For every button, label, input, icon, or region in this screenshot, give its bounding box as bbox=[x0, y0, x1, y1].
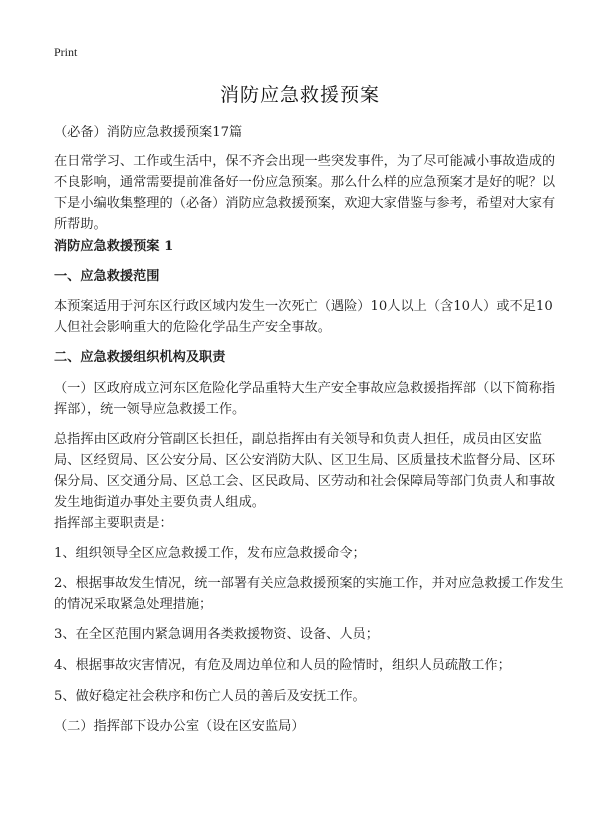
document-title: 消防应急救援预案 bbox=[219, 84, 380, 106]
organization-heading: 二、应急救援组织机构及职责 bbox=[54, 350, 226, 365]
scope-heading: 一、应急救援范围 bbox=[54, 269, 160, 284]
print-label[interactable]: Print bbox=[54, 45, 78, 59]
organization-paragraph-2: 总指挥由区政府分管副区长担任，副总指挥由有关领导和负责人担任，成员由区安监局、区经贸局、区公安分局、区公安消防大队、区卫生局、区质量技术监督分局、区环保分局、区交通分局、区总工会、区民政局、区劳动和社会保障局等部门负责人和事故发生地街道办事处主要负责人组成。 bbox=[54, 432, 556, 510]
intro-paragraph: 在日常学习、工作或生活中，保不齐会出现一些突发事件，为了尽可能减小事故造成的不良影响，通常需要提前准备好一份应急预案。那么什么样的应急预案才是好的呢？以下是小编收集整理的（必备）消防应急救援预案，欢迎大家借鉴与参考，希望对大家有所帮助。 bbox=[54, 154, 556, 232]
plan-heading: 消防应急救援预案 1 bbox=[54, 239, 174, 254]
duty-item-3: 3、在全区范围内紧急调用各类救援物资、设备、人员； bbox=[54, 627, 379, 642]
duties-intro: 指挥部主要职责是： bbox=[54, 516, 173, 531]
duty-item-5: 5、做好稳定社会秩序和伤亡人员的善后及安抚工作。 bbox=[54, 689, 366, 704]
office-paragraph: （二）指挥部下设办公室（设在区安监局） bbox=[54, 719, 305, 734]
duty-item-4: 4、根据事故灾害情况，有危及周边单位和人员的险情时，组织人员疏散工作； bbox=[54, 658, 511, 673]
scope-paragraph: 本预案适用于河东区行政区域内发生一次死亡（遇险）10人以上（含10人）或不足10人但社会影响重大的危险化学品生产安全事故。 bbox=[54, 299, 553, 335]
document-subtitle: （必备）消防应急救援预案17篇 bbox=[54, 125, 243, 140]
organization-paragraph-1: （一）区政府成立河东区危险化学品重特大生产安全事故应急救援指挥部（以下简称指挥部），统一领导应急救援工作。 bbox=[54, 381, 556, 417]
duty-item-1: 1、组织领导全区应急救援工作，发布应急救援命令； bbox=[54, 546, 366, 561]
duty-item-2: 2、根据事故发生情况，统一部署有关应急救援预案的实施工作，并对应急救援工作发生的情况采取紧急处理措施； bbox=[54, 576, 564, 612]
